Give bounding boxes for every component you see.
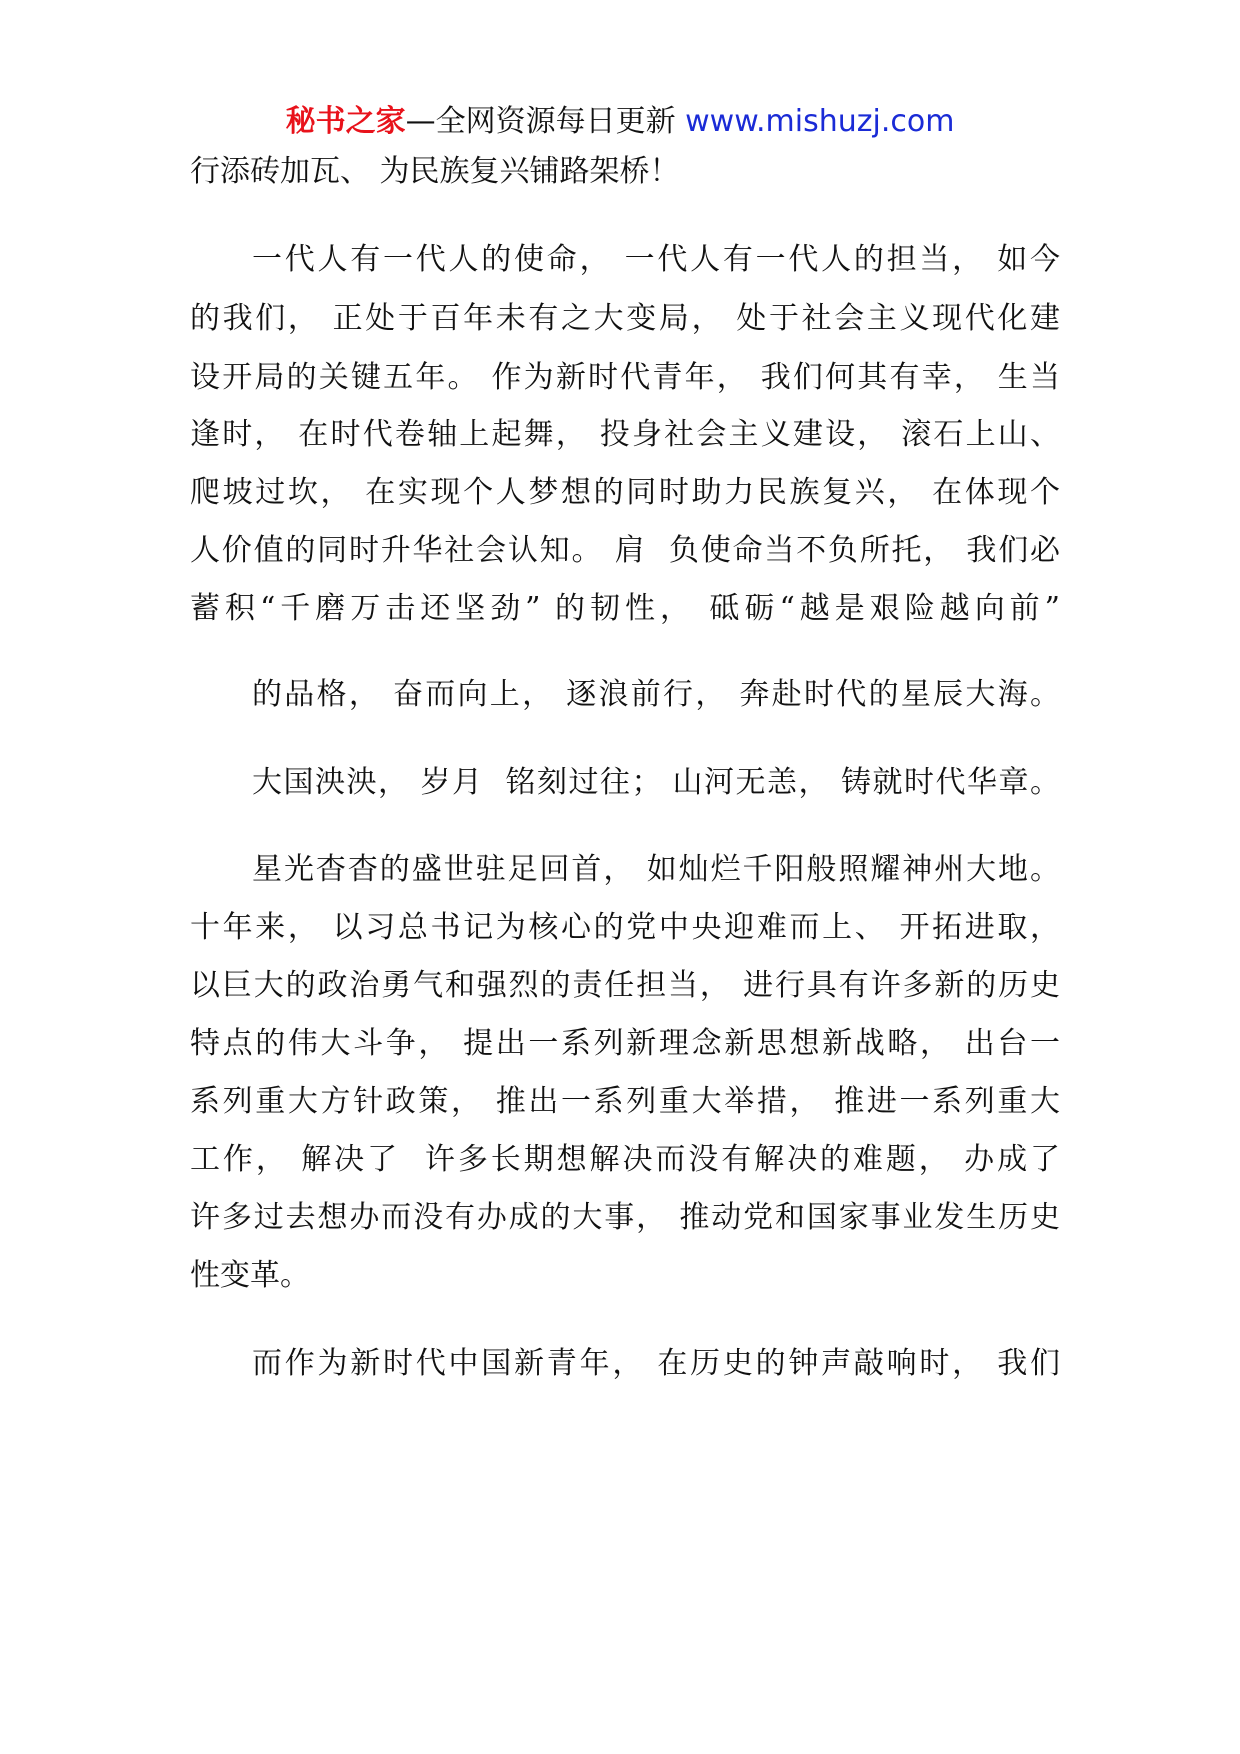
text-line: 的我们， 正处于百年未有之大变局， 处于社会主义现代化建 — [190, 301, 1060, 336]
text-line: 而作为新时代中国新青年， 在历史的钟声敲响时， 我们 — [252, 1346, 1060, 1381]
text-line: 许多过去想办而没有办成的大事， 推动党和国家事业发生历史 — [190, 1200, 1060, 1235]
text-line: 星光杳杳的盛世驻足回首， 如灿烂千阳般照耀神州大地。 — [252, 852, 1060, 887]
text-line: 人价值的同时升华社会认知。 肩 负使命当不负所托， 我们必 — [190, 533, 1060, 568]
text-line: 性变革。 — [190, 1258, 310, 1293]
header-tagline: —全网资源每日更新 — [405, 104, 686, 139]
text-line: 以巨大的政治勇气和强烈的责任担当， 进行具有许多新的历史 — [190, 968, 1060, 1003]
site-header — [0, 100, 1240, 144]
text-line: 十年来， 以习总书记为核心的党中央迎难而上、 开拓进取， — [190, 910, 1060, 945]
text-line: 工作， 解决了 许多长期想解决而没有解决的难题， 办成了 — [190, 1142, 1060, 1177]
text-line: 设开局的关键五年。 作为新时代青年， 我们何其有幸， 生当 — [190, 360, 1060, 395]
text-line: 大国泱泱， 岁月 铭刻过往； 山河无恙， 铸就时代华章。 — [252, 765, 1060, 800]
text-line: 的品格， 奋而向上， 逐浪前行， 奔赴时代的星辰大海。 — [252, 677, 1060, 712]
text-line: 特点的伟大斗争， 提出一系列新理念新思想新战略， 出台一 — [190, 1026, 1060, 1061]
brand-name: 秘书之家 — [285, 104, 406, 139]
text-line: 蓄积“千磨万击还坚劲” 的韧性， 砥砺“越是艰险越向前” — [190, 591, 1060, 626]
text-line: 爬坡过坎， 在实现个人梦想的同时助力民族复兴， 在体现个 — [190, 475, 1060, 510]
text-line: 一代人有一代人的使命， 一代人有一代人的担当， 如今 — [252, 242, 1060, 277]
site-url-link[interactable]: www.mishuzj.com — [685, 104, 955, 139]
text-line: 行添砖加瓦、 为民族复兴铺路架桥！ — [190, 154, 680, 189]
text-line: 系列重大方针政策， 推出一系列重大举措， 推进一系列重大 — [190, 1084, 1060, 1119]
text-line: 逢时， 在时代卷轴上起舞， 投身社会主义建设， 滚石上山、 — [190, 417, 1060, 452]
